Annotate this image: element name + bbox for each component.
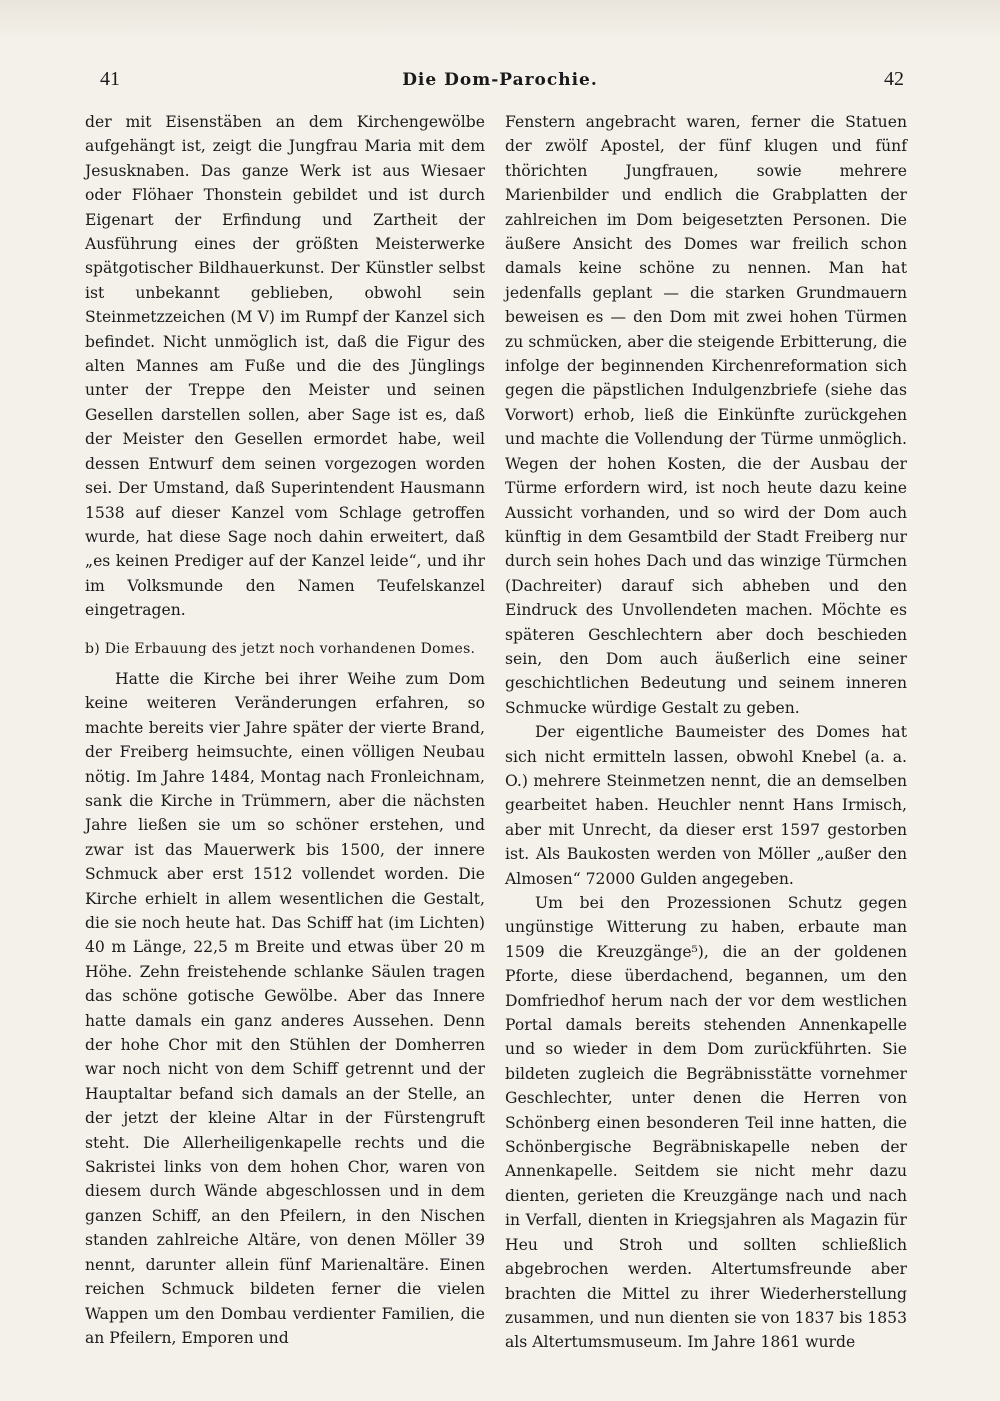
page-number-right: 42 [884, 68, 904, 90]
page-header [96, 68, 904, 98]
left-paragraph-1: der mit Eisenstäben an dem Kirchengewölbe aufgehängt ist, zeigt die Jungfrau Maria mit dem Jesusknaben. Das ganze Werk ist aus Wiesaer oder Flöhaer Thonstein gebildet und ist durch Eigenart der Erfindung und Zartheit der Ausführung eines der größten Meisterwerke spätgotischer Bildhauerkunst. Der Künstler selbst ist unbekannt geblieben, obwohl sein Steinmetzzeichen (M V) im Rumpf der Kanzel sich befindet. Nicht unmöglich ist, daß die Figur des alten Mannes am Fuße und die des Jünglings unter der Treppe den Meister und seinen Gesellen darstellen sollen, aber Sage ist es, daß der Meister den Gesellen ermordet habe, weil dessen Entwurf dem seinen vorgezogen worden sei. Der Umstand, daß Superintendent Hausmann 1538 auf dieser Kanzel vom Schlage getroffen wurde, hat diese Sage noch dahin erweitert, daß „es keinen Prediger auf der Kanzel leide“, und ihr im Volksmunde den Namen Teufelskanzel eingetragen. [85, 113, 485, 620]
right-paragraph-3: Um bei den Prozessionen Schutz gegen ungünstige Witterung zu haben, erbaute man 1509 die Kreuzgänge⁵), die an der goldenen Pforte, diese überdachend, begannen, um den Domfriedhof herum nach der vor dem westlichen Portal damals bereits stehenden Annenkapelle und so wieder in dem Dom zurückführten. Sie bildeten zugleich die Begräbnisstätte vornehmer Geschlechter, unter denen die Herren von Schönberg einen besonderen Teil inne hatten, die Schönbergische Begräbniskapelle neben der Annenkapelle. Seitdem sie nicht mehr dazu dienten, gerieten die Kreuzgänge nach und nach in Verfall, dienten in Kriegsjahren als Magazin für Heu und Stroh und sollten schließlich abgebrochen werden. Altertumsfreunde aber brachten die Mittel zu ihrer Wiederherstellung zusammen, und nun dienten sie von 1837 bis 1853 als Altertumsmuseum. Im Jahre 1861 wurde [505, 894, 907, 1352]
left-paragraph-2: Hatte die Kirche bei ihrer Weihe zum Dom keine weiteren Veränderungen erfahren, so machte bereits vier Jahre später der vierte Brand, der Freiberg heimsuchte, einen völligen Neubau nötig. Im Jahre 1484, Montag nach Fronleichnam, sank die Kirche in Trümmern, aber die nächsten Jahre ließen sie um so schöner erstehen, und zwar ist das Mauerwerk bis 1500, der innere Schmuck aber erst 1512 vollendet worden. Die Kirche erhielt in allem wesentlichen die Gestalt, die sie noch heute hat. Das Schiff hat (im Lichten) 40 m Länge, 22,5 m Breite und etwas über 20 m Höhe. Zehn freistehende schlanke Säulen tragen das schöne gotische Gewölbe. Aber das Innere hatte damals ein ganz anderes Aussehen. Denn der hohe Chor mit den Stühlen der Domherren war noch nicht von dem Schiff getrennt und der Hauptaltar befand sich damals an der Stelle, an der jetzt der kleine Altar in der Fürstengruft steht. Die Allerheiligenkapelle rechts und die Sakristei links von dem hohen Chor, waren von diesem durch Wände abgeschlossen und in dem ganzen Schiff, an den Pfeilern, in den Nischen standen zahlreiche Altäre, von denen Möller 39 nennt, darunter allein fünf Marienaltäre. Einen reichen Schmuck bildeten ferner die vielen Wappen um den Dombau verdienter Familien, die an Pfeilern, Emporen und [85, 669, 485, 1347]
right-paragraph-1: Fenstern angebracht waren, ferner die Statuen der zwölf Apostel, der fünf klugen und fünf thörichten Jungfrauen, sowie mehrere Marienbilder und endlich die Grabplatten der zahlreichen im Dom beigesetzten Personen. Die äußere Ansicht des Domes war freilich schon damals keine schöne zu nennen. Man hat jedenfalls geplant — die starken Grundmauern beweisen es — den Dom mit zwei hohen Türmen zu schmücken, aber die steigende Erbitterung, die infolge der beginnenden Kirchenreformation sich gegen die päpstlichen Indulgenzbriefe (siehe das Vorwort) erhob, ließ die Einkünfte zurückgehen und machte die Vollendung der Türme unmöglich. Wegen der hohen Kosten, die der Ausbau der Türme erfordern wird, ist noch heute dazu keine Aussicht vorhanden, und so wird der Dom auch künftig in dem Gesamtbild der Stadt Freiberg nur durch sein hohes Dach und das winzige Türmchen (Dachreiter) darauf sich abheben und den Eindruck des Unvollendeten machen. Möchte es späteren Geschlechtern aber doch beschieden sein, den Dom auch äußerlich eine seiner geschichtlichen Bedeutung und seinem inneren Schmucke würdige Gestalt zu geben. [505, 113, 907, 717]
section-heading: b) Die Erbauung des jetzt noch vorhandenen Domes. [85, 640, 476, 657]
left-column [85, 110, 485, 1350]
right-column [505, 110, 907, 1355]
page-number-left: 41 [100, 68, 120, 90]
right-paragraph-2: Der eigentliche Baumeister des Domes hat sich nicht ermitteln lassen, obwohl Knebel (a. a. O.) mehrere Steinmetzen nennt, die an demselben gearbeitet haben. Heuchler nennt Hans Irmisch, aber mit Unrecht, da dieser erst 1597 gestorben ist. Als Baukosten werden von Möller „außer den Almosen“ 72000 Gulden angegeben. [505, 723, 907, 888]
running-title: Die Dom-Parochie. [402, 70, 598, 90]
page-edge-shadow [0, 0, 1000, 40]
